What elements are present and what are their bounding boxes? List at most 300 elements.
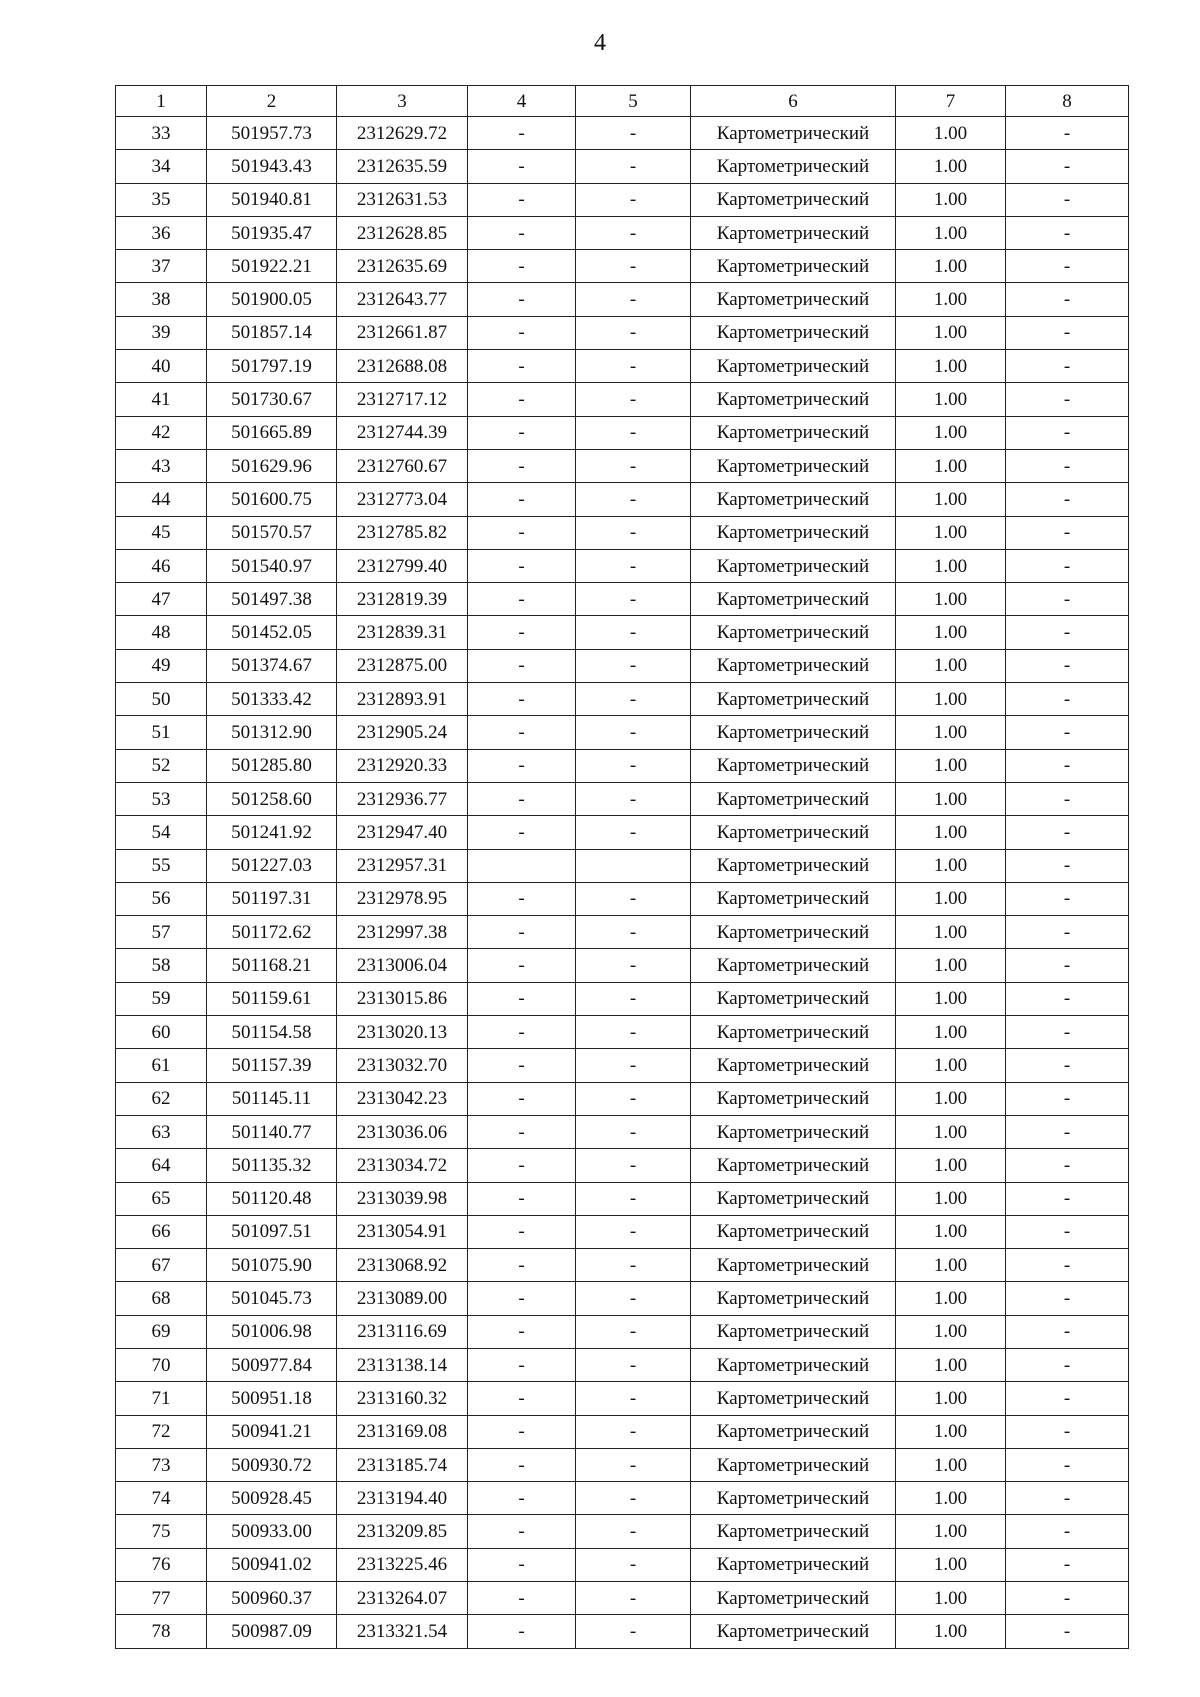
accuracy-cell: 1.00	[896, 1016, 1006, 1049]
table-row	[116, 849, 1129, 882]
y-coordinate-cell: 2312631.53	[337, 183, 468, 216]
point-number-cell: 64	[116, 1149, 207, 1182]
column-5-cell: -	[576, 916, 691, 949]
column-8-cell: -	[1006, 1282, 1129, 1315]
point-number-cell: 73	[116, 1448, 207, 1481]
point-number-cell: 37	[116, 250, 207, 283]
table-row	[116, 1282, 1129, 1315]
column-4-cell: -	[468, 250, 576, 283]
accuracy-cell: 1.00	[896, 816, 1006, 849]
column-header: 1	[116, 86, 207, 117]
column-4-cell: -	[468, 583, 576, 616]
point-number-cell: 56	[116, 882, 207, 915]
method-cell: Картометрический	[691, 216, 896, 249]
column-8-cell: -	[1006, 216, 1129, 249]
column-5-cell: -	[576, 449, 691, 482]
column-8-cell: -	[1006, 649, 1129, 682]
accuracy-cell: 1.00	[896, 316, 1006, 349]
column-8-cell: -	[1006, 583, 1129, 616]
accuracy-cell: 1.00	[896, 1149, 1006, 1182]
column-5-cell: -	[576, 1016, 691, 1049]
column-header: 8	[1006, 86, 1129, 117]
column-8-cell: -	[1006, 117, 1129, 150]
table-row	[116, 1149, 1129, 1182]
table-row	[116, 1415, 1129, 1448]
y-coordinate-cell: 2313006.04	[337, 949, 468, 982]
point-number-cell: 41	[116, 383, 207, 416]
table-row	[116, 616, 1129, 649]
column-4-cell: -	[468, 982, 576, 1015]
table-row	[116, 749, 1129, 782]
column-8-cell: -	[1006, 1382, 1129, 1415]
method-cell: Картометрический	[691, 516, 896, 549]
column-8-cell: -	[1006, 1115, 1129, 1148]
column-8-cell: -	[1006, 1182, 1129, 1215]
table-row	[116, 250, 1129, 283]
y-coordinate-cell: 2312635.59	[337, 150, 468, 183]
table-row	[116, 516, 1129, 549]
method-cell: Картометрический	[691, 1249, 896, 1282]
column-8-cell: -	[1006, 749, 1129, 782]
x-coordinate-cell: 501540.97	[207, 549, 337, 582]
x-coordinate-cell: 500941.21	[207, 1415, 337, 1448]
column-8-cell: -	[1006, 949, 1129, 982]
column-4-cell: -	[468, 117, 576, 150]
column-5-cell: -	[576, 1049, 691, 1082]
column-4-cell: -	[468, 1016, 576, 1049]
accuracy-cell: 1.00	[896, 1282, 1006, 1315]
point-number-cell: 74	[116, 1482, 207, 1515]
column-8-cell: -	[1006, 916, 1129, 949]
y-coordinate-cell: 2312957.31	[337, 849, 468, 882]
method-cell: Картометрический	[691, 250, 896, 283]
method-cell: Картометрический	[691, 117, 896, 150]
point-number-cell: 78	[116, 1615, 207, 1648]
accuracy-cell: 1.00	[896, 117, 1006, 150]
x-coordinate-cell: 501120.48	[207, 1182, 337, 1215]
point-number-cell: 76	[116, 1548, 207, 1581]
column-8-cell: -	[1006, 1448, 1129, 1481]
point-number-cell: 55	[116, 849, 207, 882]
column-8-cell: -	[1006, 1415, 1129, 1448]
column-8-cell: -	[1006, 150, 1129, 183]
method-cell: Картометрический	[691, 350, 896, 383]
x-coordinate-cell: 501374.67	[207, 649, 337, 682]
x-coordinate-cell: 501943.43	[207, 150, 337, 183]
column-8-cell: -	[1006, 1315, 1129, 1348]
x-coordinate-cell: 501665.89	[207, 416, 337, 449]
table-row	[116, 982, 1129, 1015]
table-row	[116, 316, 1129, 349]
accuracy-cell: 1.00	[896, 216, 1006, 249]
method-cell: Картометрический	[691, 150, 896, 183]
column-8-cell: -	[1006, 882, 1129, 915]
column-8-cell: -	[1006, 716, 1129, 749]
table-row	[116, 782, 1129, 815]
table-row	[116, 949, 1129, 982]
x-coordinate-cell: 501900.05	[207, 283, 337, 316]
x-coordinate-cell: 501570.57	[207, 516, 337, 549]
y-coordinate-cell: 2312635.69	[337, 250, 468, 283]
column-5-cell: -	[576, 350, 691, 383]
accuracy-cell: 1.00	[896, 982, 1006, 1015]
column-4-cell: -	[468, 416, 576, 449]
method-cell: Картометрический	[691, 283, 896, 316]
column-5-cell: -	[576, 616, 691, 649]
accuracy-cell: 1.00	[896, 1515, 1006, 1548]
column-8-cell: -	[1006, 816, 1129, 849]
column-8-cell: -	[1006, 1482, 1129, 1515]
accuracy-cell: 1.00	[896, 916, 1006, 949]
x-coordinate-cell: 501935.47	[207, 216, 337, 249]
table-row	[116, 1548, 1129, 1581]
point-number-cell: 53	[116, 782, 207, 815]
column-4-cell: -	[468, 683, 576, 716]
column-4-cell: -	[468, 1049, 576, 1082]
y-coordinate-cell: 2312936.77	[337, 782, 468, 815]
point-number-cell: 49	[116, 649, 207, 682]
y-coordinate-cell: 2313032.70	[337, 1049, 468, 1082]
accuracy-cell: 1.00	[896, 1315, 1006, 1348]
y-coordinate-cell: 2313068.92	[337, 1249, 468, 1282]
column-4-cell: -	[468, 283, 576, 316]
column-5-cell: -	[576, 1615, 691, 1648]
y-coordinate-cell: 2313160.32	[337, 1382, 468, 1415]
column-4-cell: -	[468, 1582, 576, 1615]
column-4-cell: -	[468, 216, 576, 249]
x-coordinate-cell: 501168.21	[207, 949, 337, 982]
y-coordinate-cell: 2312760.67	[337, 449, 468, 482]
point-number-cell: 72	[116, 1415, 207, 1448]
table-row	[116, 383, 1129, 416]
column-8-cell: -	[1006, 250, 1129, 283]
accuracy-cell: 1.00	[896, 383, 1006, 416]
column-header: 4	[468, 86, 576, 117]
accuracy-cell: 1.00	[896, 1182, 1006, 1215]
column-8-cell: -	[1006, 982, 1129, 1015]
y-coordinate-cell: 2313034.72	[337, 1149, 468, 1182]
column-5-cell: -	[576, 183, 691, 216]
y-coordinate-cell: 2313039.98	[337, 1182, 468, 1215]
column-4-cell: -	[468, 882, 576, 915]
column-4-cell: -	[468, 1182, 576, 1215]
y-coordinate-cell: 2312661.87	[337, 316, 468, 349]
accuracy-cell: 1.00	[896, 549, 1006, 582]
column-4-cell: -	[468, 816, 576, 849]
column-header: 7	[896, 86, 1006, 117]
table-row	[116, 816, 1129, 849]
table-row	[116, 1382, 1129, 1415]
table-row	[116, 1249, 1129, 1282]
column-5-cell: -	[576, 150, 691, 183]
column-4-cell: -	[468, 1415, 576, 1448]
x-coordinate-cell: 501730.67	[207, 383, 337, 416]
column-8-cell: -	[1006, 1082, 1129, 1115]
point-number-cell: 50	[116, 683, 207, 716]
method-cell: Картометрический	[691, 749, 896, 782]
column-8-cell: -	[1006, 416, 1129, 449]
point-number-cell: 38	[116, 283, 207, 316]
accuracy-cell: 1.00	[896, 882, 1006, 915]
accuracy-cell: 1.00	[896, 1548, 1006, 1581]
x-coordinate-cell: 501145.11	[207, 1082, 337, 1115]
x-coordinate-cell: 500933.00	[207, 1515, 337, 1548]
point-number-cell: 75	[116, 1515, 207, 1548]
column-5-cell: -	[576, 383, 691, 416]
column-5-cell: -	[576, 1348, 691, 1381]
x-coordinate-cell: 500977.84	[207, 1348, 337, 1381]
column-5-cell: -	[576, 483, 691, 516]
y-coordinate-cell: 2312688.08	[337, 350, 468, 383]
table-row	[116, 117, 1129, 150]
accuracy-cell: 1.00	[896, 1415, 1006, 1448]
column-5-cell: -	[576, 1548, 691, 1581]
point-number-cell: 60	[116, 1016, 207, 1049]
table-row	[116, 283, 1129, 316]
accuracy-cell: 1.00	[896, 1082, 1006, 1115]
accuracy-cell: 1.00	[896, 250, 1006, 283]
method-cell: Картометрический	[691, 1548, 896, 1581]
method-cell: Картометрический	[691, 1582, 896, 1615]
x-coordinate-cell: 501006.98	[207, 1315, 337, 1348]
table-row	[116, 1615, 1129, 1648]
method-cell: Картометрический	[691, 649, 896, 682]
point-number-cell: 45	[116, 516, 207, 549]
accuracy-cell: 1.00	[896, 716, 1006, 749]
y-coordinate-cell: 2312875.00	[337, 649, 468, 682]
column-5-cell: -	[576, 949, 691, 982]
x-coordinate-cell: 501258.60	[207, 782, 337, 815]
column-4-cell: -	[468, 1115, 576, 1148]
y-coordinate-cell: 2313089.00	[337, 1282, 468, 1315]
column-8-cell: -	[1006, 516, 1129, 549]
column-4-cell: -	[468, 1082, 576, 1115]
accuracy-cell: 1.00	[896, 616, 1006, 649]
x-coordinate-cell: 501075.90	[207, 1249, 337, 1282]
y-coordinate-cell: 2312773.04	[337, 483, 468, 516]
column-4-cell: -	[468, 1249, 576, 1282]
x-coordinate-cell: 501227.03	[207, 849, 337, 882]
method-cell: Картометрический	[691, 183, 896, 216]
column-4-cell: -	[468, 1315, 576, 1348]
table-row	[116, 449, 1129, 482]
accuracy-cell: 1.00	[896, 416, 1006, 449]
column-8-cell: -	[1006, 1348, 1129, 1381]
point-number-cell: 35	[116, 183, 207, 216]
y-coordinate-cell: 2313264.07	[337, 1582, 468, 1615]
y-coordinate-cell: 2313225.46	[337, 1548, 468, 1581]
column-5-cell: -	[576, 316, 691, 349]
table-row	[116, 882, 1129, 915]
column-5-cell: -	[576, 1315, 691, 1348]
table-row	[116, 150, 1129, 183]
y-coordinate-cell: 2313321.54	[337, 1615, 468, 1648]
method-cell: Картометрический	[691, 1282, 896, 1315]
column-8-cell: -	[1006, 1515, 1129, 1548]
accuracy-cell: 1.00	[896, 782, 1006, 815]
column-5-cell: -	[576, 549, 691, 582]
y-coordinate-cell: 2312799.40	[337, 549, 468, 582]
table-row	[116, 1049, 1129, 1082]
table-row	[116, 1315, 1129, 1348]
table-row	[116, 1215, 1129, 1248]
accuracy-cell: 1.00	[896, 1482, 1006, 1515]
method-cell: Картометрический	[691, 483, 896, 516]
column-8-cell: -	[1006, 350, 1129, 383]
table-row	[116, 683, 1129, 716]
table-row	[116, 716, 1129, 749]
column-4-cell: -	[468, 649, 576, 682]
column-5-cell: -	[576, 1082, 691, 1115]
column-4-cell: -	[468, 1548, 576, 1581]
table-row	[116, 549, 1129, 582]
point-number-cell: 36	[116, 216, 207, 249]
column-4-cell: -	[468, 150, 576, 183]
column-4-cell: -	[468, 1448, 576, 1481]
point-number-cell: 69	[116, 1315, 207, 1348]
table-row	[116, 416, 1129, 449]
method-cell: Картометрический	[691, 683, 896, 716]
x-coordinate-cell: 501600.75	[207, 483, 337, 516]
method-cell: Картометрический	[691, 449, 896, 482]
point-number-cell: 65	[116, 1182, 207, 1215]
y-coordinate-cell: 2312744.39	[337, 416, 468, 449]
y-coordinate-cell: 2312997.38	[337, 916, 468, 949]
column-4-cell: -	[468, 1382, 576, 1415]
y-coordinate-cell: 2313020.13	[337, 1016, 468, 1049]
column-8-cell: -	[1006, 616, 1129, 649]
method-cell: Картометрический	[691, 1615, 896, 1648]
x-coordinate-cell: 500960.37	[207, 1582, 337, 1615]
accuracy-cell: 1.00	[896, 1582, 1006, 1615]
column-5-cell: -	[576, 1282, 691, 1315]
method-cell: Картометрический	[691, 849, 896, 882]
point-number-cell: 63	[116, 1115, 207, 1148]
column-4-cell: -	[468, 1615, 576, 1648]
method-cell: Картометрический	[691, 316, 896, 349]
y-coordinate-cell: 2312629.72	[337, 117, 468, 150]
column-8-cell: -	[1006, 1215, 1129, 1248]
method-cell: Картометрический	[691, 949, 896, 982]
x-coordinate-cell: 500951.18	[207, 1382, 337, 1415]
column-5-cell: -	[576, 1182, 691, 1215]
y-coordinate-cell: 2313169.08	[337, 1415, 468, 1448]
accuracy-cell: 1.00	[896, 283, 1006, 316]
y-coordinate-cell: 2312947.40	[337, 816, 468, 849]
method-cell: Картометрический	[691, 816, 896, 849]
y-coordinate-cell: 2312920.33	[337, 749, 468, 782]
table-row	[116, 183, 1129, 216]
table-row	[116, 1182, 1129, 1215]
column-5-cell: -	[576, 749, 691, 782]
method-cell: Картометрический	[691, 583, 896, 616]
table-row	[116, 350, 1129, 383]
accuracy-cell: 1.00	[896, 516, 1006, 549]
x-coordinate-cell: 501045.73	[207, 1282, 337, 1315]
column-4-cell: -	[468, 749, 576, 782]
column-5-cell: -	[576, 1582, 691, 1615]
y-coordinate-cell: 2312839.31	[337, 616, 468, 649]
column-8-cell: -	[1006, 1049, 1129, 1082]
y-coordinate-cell: 2313054.91	[337, 1215, 468, 1248]
table-header-row	[116, 86, 1129, 117]
accuracy-cell: 1.00	[896, 683, 1006, 716]
column-8-cell: -	[1006, 383, 1129, 416]
x-coordinate-cell: 501135.32	[207, 1149, 337, 1182]
table-row	[116, 1115, 1129, 1148]
y-coordinate-cell: 2313209.85	[337, 1515, 468, 1548]
method-cell: Картометрический	[691, 1049, 896, 1082]
column-4-cell: -	[468, 1149, 576, 1182]
x-coordinate-cell: 501312.90	[207, 716, 337, 749]
y-coordinate-cell: 2312978.95	[337, 882, 468, 915]
column-8-cell: -	[1006, 683, 1129, 716]
x-coordinate-cell: 501940.81	[207, 183, 337, 216]
y-coordinate-cell: 2312717.12	[337, 383, 468, 416]
column-5-cell: -	[576, 1249, 691, 1282]
point-number-cell: 68	[116, 1282, 207, 1315]
x-coordinate-cell: 501629.96	[207, 449, 337, 482]
x-coordinate-cell: 501857.14	[207, 316, 337, 349]
column-5-cell: -	[576, 283, 691, 316]
column-8-cell: -	[1006, 483, 1129, 516]
column-8-cell: -	[1006, 849, 1129, 882]
column-4-cell: -	[468, 916, 576, 949]
column-4-cell: -	[468, 483, 576, 516]
column-4-cell: -	[468, 183, 576, 216]
y-coordinate-cell: 2313015.86	[337, 982, 468, 1015]
point-number-cell: 59	[116, 982, 207, 1015]
column-8-cell: -	[1006, 1615, 1129, 1648]
point-number-cell: 44	[116, 483, 207, 516]
table-body	[116, 117, 1129, 1649]
column-8-cell: -	[1006, 316, 1129, 349]
x-coordinate-cell: 500928.45	[207, 1482, 337, 1515]
method-cell: Картометрический	[691, 982, 896, 1015]
column-5-cell	[576, 849, 691, 882]
accuracy-cell: 1.00	[896, 1448, 1006, 1481]
column-5-cell: -	[576, 416, 691, 449]
column-4-cell: -	[468, 383, 576, 416]
column-4-cell: -	[468, 1348, 576, 1381]
point-number-cell: 77	[116, 1582, 207, 1615]
table-row	[116, 1082, 1129, 1115]
table-row	[116, 1482, 1129, 1515]
y-coordinate-cell: 2313116.69	[337, 1315, 468, 1348]
point-number-cell: 62	[116, 1082, 207, 1115]
accuracy-cell: 1.00	[896, 849, 1006, 882]
column-8-cell: -	[1006, 1249, 1129, 1282]
y-coordinate-cell: 2312785.82	[337, 516, 468, 549]
point-number-cell: 34	[116, 150, 207, 183]
column-4-cell: -	[468, 1482, 576, 1515]
column-4-cell: -	[468, 716, 576, 749]
table-row	[116, 483, 1129, 516]
column-header: 6	[691, 86, 896, 117]
column-8-cell: -	[1006, 449, 1129, 482]
x-coordinate-cell: 501333.42	[207, 683, 337, 716]
point-number-cell: 66	[116, 1215, 207, 1248]
x-coordinate-cell: 501197.31	[207, 882, 337, 915]
column-5-cell: -	[576, 1382, 691, 1415]
method-cell: Картометрический	[691, 1382, 896, 1415]
point-number-cell: 71	[116, 1382, 207, 1415]
x-coordinate-cell: 501154.58	[207, 1016, 337, 1049]
y-coordinate-cell: 2313036.06	[337, 1115, 468, 1148]
table-row	[116, 1348, 1129, 1381]
column-5-cell: -	[576, 1415, 691, 1448]
column-5-cell: -	[576, 1515, 691, 1548]
